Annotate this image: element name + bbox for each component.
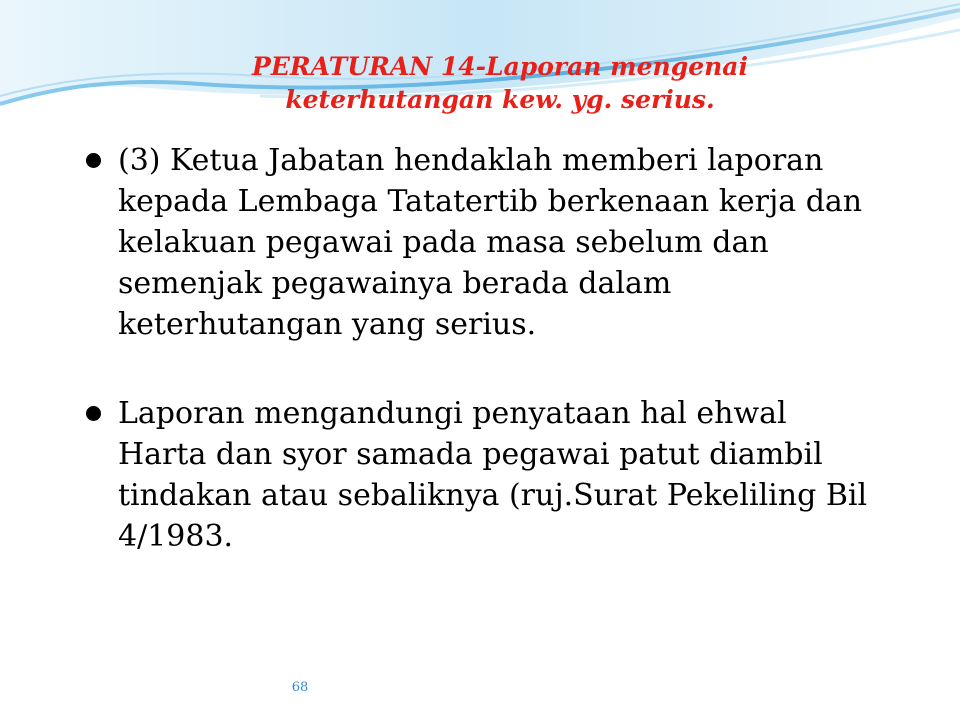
slide-title-line-1: PERATURAN 14-Laporan mengenai — [252, 52, 748, 81]
bullet-item-1 — [80, 140, 880, 345]
bullet-text: (3) Ketua Jabatan hendaklah memberi laporan kepada Lembaga Tatatertib berkenaan kerja dan kelakuan pegawai pada masa sebelum dan semenjak pegawainya berada dalam keterhutangan yang serius. — [118, 143, 863, 342]
bullet-text: Laporan mengandungi penyataan hal ehwal Harta dan syor samada pegawai patut diambil tindakan atau sebaliknya (ruj.Surat Pekeliling Bil 4/1983. — [118, 396, 868, 554]
slide-title — [150, 50, 850, 116]
bullet-dot-icon — [86, 153, 101, 168]
slide-title-line-2: keterhutangan kew. yg. serius. — [285, 85, 715, 114]
bullet-dot-icon — [86, 406, 101, 421]
bullet-item-2 — [80, 393, 880, 557]
bullet-list — [80, 140, 880, 557]
page-number: 68 — [291, 680, 309, 695]
